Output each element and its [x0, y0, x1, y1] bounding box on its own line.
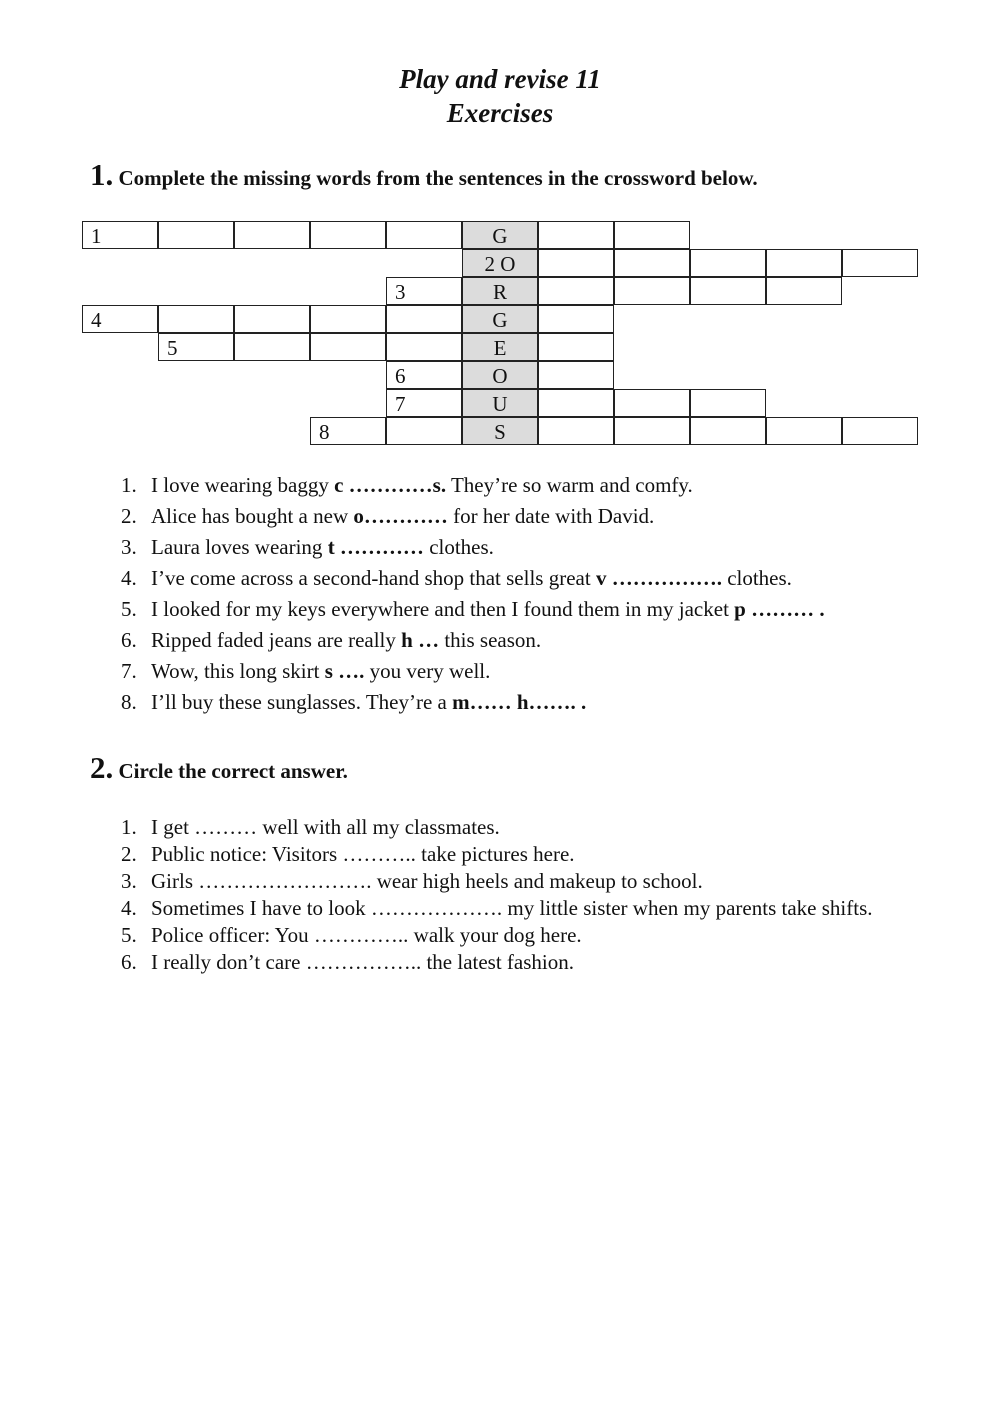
question-item	[0, 814, 911, 841]
clue-text: Alice has bought a new	[151, 504, 354, 528]
crossword-cell[interactable]	[842, 417, 918, 445]
clue-blank: t …………	[327, 535, 424, 559]
crossword-letter: E	[493, 336, 507, 360]
clue-blank: h …	[401, 628, 440, 652]
question-number: 3.	[121, 869, 137, 893]
clue-number: 7.	[121, 659, 137, 683]
crossword-letter: G	[492, 224, 508, 248]
clue-item	[0, 687, 911, 718]
clue-item	[0, 470, 911, 501]
clue-text: I looked for my keys everywhere and then I found them in my jacket	[151, 597, 735, 621]
crossword-letter: S	[494, 420, 506, 444]
clue-number: 3.	[121, 535, 137, 559]
crossword-clue-number: 3	[395, 280, 406, 304]
crossword-cell[interactable]	[386, 221, 462, 249]
question-number: 5.	[121, 923, 137, 947]
crossword-cell[interactable]	[766, 249, 842, 277]
crossword-cell[interactable]	[538, 417, 614, 445]
crossword-cell[interactable]	[462, 277, 538, 305]
crossword-clue-list	[0, 470, 911, 718]
question-number: 1.	[121, 815, 137, 839]
clue-item	[0, 625, 911, 656]
page-subtitle: Exercises	[446, 98, 554, 128]
crossword-cell[interactable]	[690, 417, 766, 445]
crossword-letter: 2 O	[484, 252, 516, 276]
question-item	[0, 868, 911, 895]
section-1-instruction: Complete the missing words from the sentences in the crossword below.	[118, 166, 758, 190]
crossword-cell[interactable]	[538, 333, 614, 361]
crossword-cell[interactable]	[234, 333, 310, 361]
crossword-cell[interactable]	[462, 361, 538, 389]
crossword-cell[interactable]	[462, 221, 538, 249]
clue-text: for her date with David.	[447, 504, 655, 528]
crossword-letter: U	[492, 392, 508, 416]
crossword-cell[interactable]	[766, 417, 842, 445]
crossword-clue-number: 5	[167, 336, 178, 360]
crossword-clue-number: 1	[91, 224, 102, 248]
crossword-cell[interactable]	[82, 305, 158, 333]
question-text: Girls ……………………. wear high heels and makeup to school.	[151, 869, 703, 893]
section-1-number: 1.	[90, 157, 114, 192]
clue-text: clothes.	[423, 535, 494, 559]
section-2-number: 2.	[90, 750, 114, 785]
crossword-clue-number: 7	[395, 392, 406, 416]
crossword-cell[interactable]	[538, 221, 614, 249]
crossword-cell[interactable]	[386, 361, 462, 389]
crossword-cell[interactable]	[538, 277, 614, 305]
crossword-cell[interactable]	[310, 417, 386, 445]
question-text: Police officer: You ………….. walk your dog here.	[151, 923, 582, 947]
clue-item	[0, 656, 911, 687]
clue-text: They’re so warm and comfy.	[446, 473, 693, 497]
question-text: I get ……… well with all my classmates.	[151, 815, 500, 839]
crossword-cell[interactable]	[310, 333, 386, 361]
question-number: 2.	[121, 842, 137, 866]
clue-item	[0, 563, 911, 594]
question-number: 4.	[121, 896, 137, 920]
page-title: Play and revise 11	[399, 64, 601, 94]
crossword-cell[interactable]	[842, 249, 918, 277]
section-2-heading	[90, 750, 348, 786]
question-item	[0, 841, 911, 868]
clue-number: 5.	[121, 597, 137, 621]
question-item	[0, 922, 911, 949]
crossword-cell[interactable]	[82, 221, 158, 249]
section-2-instruction: Circle the correct answer.	[118, 759, 348, 783]
clue-text: I’ll buy these sunglasses. They’re a	[151, 690, 453, 714]
crossword-cell[interactable]	[386, 389, 462, 417]
crossword-cell[interactable]	[538, 305, 614, 333]
crossword-clue-number: 4	[91, 308, 102, 332]
crossword-cell[interactable]	[386, 417, 462, 445]
question-number: 6.	[121, 950, 137, 974]
circle-answer-list	[0, 814, 911, 976]
crossword-cell[interactable]	[538, 361, 614, 389]
crossword-clue-number: 6	[395, 364, 406, 388]
clue-number: 2.	[121, 504, 137, 528]
crossword-cell[interactable]	[386, 333, 462, 361]
crossword-letter: O	[492, 364, 508, 388]
crossword-cell[interactable]	[462, 249, 538, 277]
crossword-cell[interactable]	[234, 305, 310, 333]
clue-blank: o…………	[353, 504, 448, 528]
crossword-cell[interactable]	[158, 333, 234, 361]
crossword-cell[interactable]	[690, 389, 766, 417]
crossword-cell[interactable]	[614, 221, 690, 249]
crossword-clue-number: 8	[319, 420, 330, 444]
clue-text: I love wearing baggy	[151, 473, 335, 497]
crossword-cell[interactable]	[614, 389, 690, 417]
clue-blank: p ……… .	[734, 597, 825, 621]
clue-blank: c …………s.	[334, 473, 447, 497]
clue-blank: v …………….	[595, 566, 722, 590]
crossword-cell[interactable]	[310, 221, 386, 249]
question-text: Sometimes I have to look ………………. my little sister when my parents take shifts.	[151, 896, 873, 920]
clue-item	[0, 501, 911, 532]
clue-blank: s ….	[324, 659, 365, 683]
crossword-cell[interactable]	[386, 305, 462, 333]
crossword-cell[interactable]	[234, 221, 310, 249]
crossword-cell[interactable]	[538, 389, 614, 417]
crossword-letter: R	[492, 280, 507, 304]
crossword-cell[interactable]	[614, 249, 690, 277]
clue-text: I’ve come across a second-hand shop that sells great	[151, 566, 596, 590]
clue-number: 1.	[121, 473, 137, 497]
crossword-cell[interactable]	[158, 221, 234, 249]
clue-text: clothes.	[721, 566, 792, 590]
crossword-cell[interactable]	[158, 305, 234, 333]
crossword-cell[interactable]	[386, 277, 462, 305]
clue-item	[0, 594, 911, 625]
clue-number: 6.	[121, 628, 137, 652]
clue-text: Ripped faded jeans are really	[151, 628, 402, 652]
crossword-cell[interactable]	[614, 277, 690, 305]
crossword-cell[interactable]	[462, 389, 538, 417]
crossword-cell[interactable]	[538, 249, 614, 277]
clue-number: 4.	[121, 566, 137, 590]
crossword-cell[interactable]	[310, 305, 386, 333]
question-item	[0, 895, 911, 922]
question-item	[0, 949, 911, 976]
crossword-letter: G	[492, 308, 508, 332]
clue-blank: m…… h……. .	[452, 690, 587, 714]
crossword-cell[interactable]	[462, 417, 538, 445]
clue-number: 8.	[121, 690, 137, 714]
crossword-cell[interactable]	[766, 277, 842, 305]
clue-text: Laura loves wearing	[151, 535, 328, 559]
question-text: Public notice: Visitors ……….. take pictures here.	[151, 842, 575, 866]
question-text: I really don’t care …………….. the latest fashion.	[151, 950, 574, 974]
section-1-heading	[90, 157, 758, 193]
crossword-cell[interactable]	[690, 277, 766, 305]
clue-text: Wow, this long skirt	[151, 659, 325, 683]
crossword-cell[interactable]	[690, 249, 766, 277]
crossword-cell[interactable]	[614, 417, 690, 445]
crossword-cell[interactable]	[462, 333, 538, 361]
crossword-cell[interactable]	[462, 305, 538, 333]
clue-text: you very well.	[364, 659, 491, 683]
clue-item	[0, 532, 911, 563]
clue-text: this season.	[439, 628, 542, 652]
